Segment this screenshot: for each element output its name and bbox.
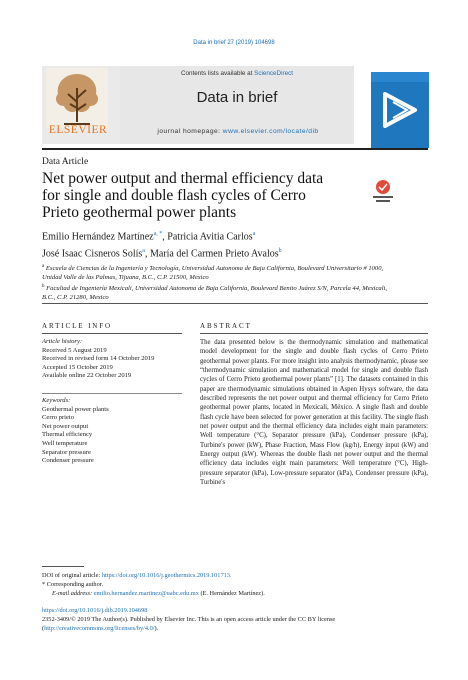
- corresponding-text: Corresponding author.: [46, 581, 104, 588]
- keyword-item: Net power output: [42, 422, 89, 430]
- license-end: ).: [154, 624, 159, 632]
- author-4-marks[interactable]: b: [278, 248, 282, 255]
- author-3-marks[interactable]: a: [142, 248, 145, 255]
- journal-homepage: [120, 128, 356, 135]
- history-label: Article history:: [42, 338, 83, 345]
- abstract-text: The data presented below is the thermodynamic simulation and mathematical model development for the single and double flash cycles of Cerro Prieto geothermal power plants. For more insight into analysis thermodynamic, please see “thermodynamic simulation and mathematical model for single and double flash cycles of Cerro Prieto geothermal power plants” [1]. The datasets contained in this paper are thermodynamic simulations obtained in Aspen Hysys software, the data described represents the net power output and thermal efficiency for Cerro Prieto geothermal power plants, located in Mexicali, México. A single flash and double flash cycle have been selected for power generation at this facility. The single flash net power output and the thermal efficiency data includes eight main parameters: Well temperature (°C), Separator pressure (kPa), Condenser pressure (kPa), Turbine's power (kW), Phase Fraction, Mass Flow (kg/h), Energy input (kW) and Energy output (kW). Whereas the double flash net power output and the thermal efficiency data includes eight main parameters: Well temperature (°C), High-pressure separator (kPa), Low-pressure separator (kPa), Condenser pressure (kPa), Turbine's: [200, 339, 428, 487]
- footnote-email: [52, 590, 438, 599]
- author-2-marks[interactable]: a: [252, 231, 256, 237]
- journal-title: Data in brief: [196, 89, 278, 106]
- data-in-brief-cover-icon[interactable]: [371, 72, 429, 148]
- elsevier-wordmark: ELSEVIER: [48, 124, 108, 136]
- author-3[interactable]: José Isaac Cisneros Solís: [42, 248, 143, 260]
- affiliation-a-mark: a: [42, 264, 45, 269]
- article-doi-link[interactable]: https://doi.org/10.1016/j.dib.2019.104698: [42, 607, 148, 614]
- masthead-rule: [42, 148, 428, 150]
- author-1-marks[interactable]: a, *: [153, 231, 163, 237]
- author-list: [42, 227, 382, 262]
- header-divider: [42, 303, 428, 304]
- contents-prefix: Contents lists available at: [180, 70, 253, 77]
- article-info-heading: ARTICLE INFO: [42, 322, 113, 330]
- affiliation-b-text: Facultad de Ingeniería Mexicali, Universidad Autonoma de Baja California, Boulevard Benito Juárez S/N, Parcela 44, Mexicali, B.C., C.P. 21280, Mexico: [42, 285, 388, 302]
- affiliation-a: [42, 262, 402, 282]
- journal-reference[interactable]: Data in brief 27 (2019) 104698: [193, 40, 275, 46]
- article-title: Net power output and thermal efficiency data for single and double flash cycles of Cerro Prieto geothermal power plants: [42, 170, 324, 221]
- abstract-rule: [200, 333, 428, 334]
- article-info-rule: [42, 333, 182, 334]
- article-doi: [42, 607, 428, 616]
- doi-original-label: DOI of original article:: [42, 572, 101, 579]
- license-text: 2352-3409/© 2019 The Author(s). Published by Elsevier Inc. This is an open access article under the CC BY license (: [42, 616, 336, 632]
- affiliations: [42, 262, 402, 302]
- author-4[interactable]: , María del Carmen Prieto Avalos: [144, 248, 279, 260]
- keyword-item: Condenser pressure: [42, 457, 94, 465]
- homepage-url[interactable]: www.elsevier.com/locate/dib: [222, 128, 319, 135]
- keyword-item: Thermal efficiency: [42, 431, 93, 439]
- affiliation-a-text: Escuela de Ciencias de la Ingeniería y Tecnología, Universidad Autonoma de Baja California, Boulevard Universitario # 1000, Unidad Valle de las Palmas, Tijuana, B.C., C.P. 21500, Mexico: [42, 265, 384, 282]
- history-item: Received 5 August 2019: [42, 346, 107, 354]
- email-name: (E. Hernández Martínez).: [200, 590, 265, 597]
- license-statement: [42, 616, 428, 633]
- history-item: Accepted 15 October 2019: [42, 363, 113, 371]
- footnote-corresponding: [42, 581, 428, 590]
- homepage-label: journal homepage:: [157, 128, 221, 135]
- corresponding-mark: *: [42, 581, 46, 588]
- affiliation-b-mark: b: [42, 284, 45, 290]
- history-item: Received in revised form 14 October 2019: [42, 355, 155, 363]
- contents-availability: [120, 70, 354, 77]
- email-label: E-mail address:: [52, 590, 93, 597]
- affiliation-b: [42, 282, 402, 302]
- info-separator: [42, 393, 182, 394]
- license-link[interactable]: http://creativecommons.org/licenses/by/4.0/: [44, 624, 155, 632]
- history-item: Available online 22 October 2019: [42, 372, 132, 380]
- footnote-rule: [42, 566, 84, 567]
- article-history: [42, 338, 182, 381]
- article-type: Data Article: [42, 157, 89, 167]
- email-link[interactable]: emilio.hernandez.martinez@uabc.edu.mx: [93, 590, 199, 597]
- doi-original-link[interactable]: https://doi.org/10.1016/j.geothermics.2019.101713.: [101, 572, 232, 579]
- elsevier-tree-icon[interactable]: [46, 68, 108, 128]
- keyword-item: Separator pressure: [42, 448, 91, 456]
- author-1[interactable]: Emilio Hernández Martínez: [42, 231, 154, 243]
- abstract-heading: ABSTRACT: [200, 322, 252, 330]
- keyword-item: Cerro prieto: [42, 414, 75, 422]
- sciencedirect-link[interactable]: ScienceDirect: [254, 70, 293, 77]
- keyword-item: Geothermal power plants: [42, 405, 109, 413]
- check-for-updates-icon[interactable]: [368, 176, 398, 206]
- keyword-item: Well temperature: [42, 439, 88, 447]
- author-2[interactable]: , Patricia Avitia Carlos: [162, 231, 253, 243]
- keywords-label: Keywords:: [42, 397, 71, 404]
- footnote-doi-original: [42, 572, 428, 581]
- keywords: [42, 397, 182, 466]
